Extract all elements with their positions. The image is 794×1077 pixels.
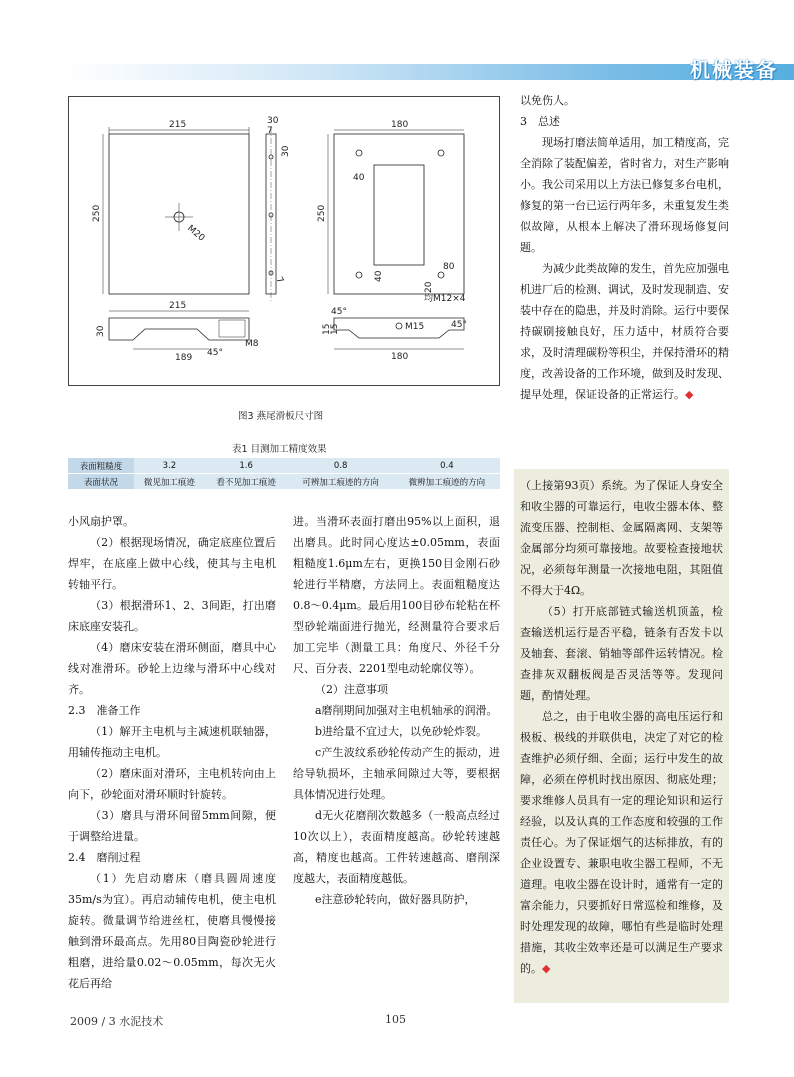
table-cell: 可辨加工痕迹的方向	[287, 474, 393, 490]
paragraph-text: 为减少此类故障的发生，首先应加强电机进厂后的检测、调试，及时发现制造、安装中存在的隐患，并及时消除。运行中要保持碳刷接触良好，压力适中，材质符合要求，及时清理碳粉等积尘，并保持滑环的精度，改善设备的工作环境，做到及时发现、提早处理，保证设备的正常运行。	[520, 262, 729, 401]
dim-30-top: 30	[267, 116, 279, 126]
label-m12: 均M12×4	[424, 294, 466, 304]
dim-215-top: 215	[169, 120, 187, 130]
paragraph: （2）磨床面对滑环，主电机转向由上向下，砂轮面对滑环顺时针旋转。	[68, 767, 276, 801]
section-heading: 3 总述	[520, 115, 560, 128]
angle-45-top: 45°	[331, 307, 347, 317]
left-section-profile	[109, 318, 249, 340]
paragraph: 小风扇护罩。	[68, 515, 134, 528]
dim-30-section: 30	[96, 325, 106, 337]
table-cell: 3.2	[134, 458, 205, 474]
dim-7: 7	[267, 126, 273, 136]
dim-250-right: 250	[317, 204, 327, 222]
table-cell: 0.4	[394, 458, 500, 474]
table-cell: 1.6	[205, 458, 288, 474]
table-cell: 微见加工痕迹	[134, 474, 205, 490]
right-plate-window	[374, 165, 424, 265]
dim-30-side: 30	[281, 145, 291, 157]
angle-45-left: 45°	[207, 348, 223, 358]
dim-7-side: 7	[273, 275, 285, 286]
paragraph: 以免伤人。	[520, 94, 575, 107]
paragraph: （4）磨床安装在滑环侧面，磨具中心线对准滑环。砂轮上边缘与滑环中心线对齐。	[68, 641, 276, 696]
table-cell: 微辨加工痕迹的方向	[394, 474, 500, 490]
dim-180-bottom: 180	[391, 352, 409, 362]
table-cell: 表面粗糙度	[68, 458, 134, 474]
end-mark-icon: ◆	[685, 388, 694, 401]
paragraph-text: 总之，由于电收尘器的高电压运行和极板、极线的并联供电，决定了对它的检查维护必须仔细、全面；运行中发生的故障，必须在停机时找出原因、彻底处理；要求维修人员具有一定的理论知识和运行经验，以及认真的工作态度和较强的工作责任心。为了保证烟气的达标排放，有的企业设置专、兼职电收尘器工程师，不无道理。电收尘器在设计时，通常有一定的富余能力，只要抓好日常巡检和维修，及时处理发现的故障，哪怕有些是临时处理措施，其收尘效率还是可以满足生产要求的。	[520, 710, 723, 975]
end-mark-icon: ◆	[542, 962, 551, 975]
paragraph: （2）注意事项	[315, 683, 388, 696]
figure-caption: 图3 燕尾滑板尺寸图	[238, 411, 324, 422]
dim-20: 20	[424, 281, 434, 293]
dim-40-a: 40	[353, 173, 365, 183]
paragraph: （1）先启动磨床（磨具圆周速度35m/s为宜）。再启动辅传电机，使主电机旋转。微量调节给进丝杠，使磨具慢慢接触到滑环最高点。先用80目陶瓷砂轮进行粗磨，进给量0.02～0.05mm，每次无火花后再给	[68, 872, 276, 990]
paragraph: 进。当滑环表面打磨出95%以上面积，退出磨具。此时同心度达±0.05mm，表面粗糙度1.6μm左右，更换150目金刚石砂轮进行半精磨，方法同上。表面粗糙度达0.8～0.4μm。最后用100目砂布轮粘在杯型砂轮端面进行抛光，经测量符合要求后加工完毕（测量工具：角度尺、外径千分尺、百分表、2201型电动轮廓仪等）。	[293, 515, 500, 675]
table-row	[68, 458, 500, 474]
paragraph: c产生波纹系砂轮传动产生的振动，进给导轨损坏，主轴承间隙过大等，要根据具体情况进行处理。	[293, 746, 500, 801]
table-row	[68, 474, 500, 490]
text-column-2	[293, 511, 500, 910]
dim-180-top: 180	[391, 120, 409, 130]
dim-215-bottom: 215	[169, 301, 187, 311]
dim-40-b: 40	[374, 270, 384, 282]
dim-15-b: 15	[330, 323, 340, 335]
header-band	[66, 64, 794, 80]
dim-15-a: 15	[322, 323, 332, 335]
label-m15: M15	[405, 322, 425, 332]
paragraph: 现场打磨法简单适用，加工精度高，完全消除了装配偏差，省时省力，对生产影响小。我公司采用以上方法已修复多台电机，修复的第一台已运行两年多，未重复发生类似故障，从根本上解决了滑环现场修复问题。	[520, 136, 729, 254]
dim-189: 189	[175, 353, 193, 363]
paragraph: a磨削期间加强对主电机轴承的润滑。	[315, 704, 498, 717]
right-section-profile	[334, 318, 464, 338]
paragraph: d无火花磨削次数越多（一般高点经过10次以上），表面精度越高。砂轮转速越高，精度也越高。工件转速越高、磨削深度越大，表面精度越低。	[293, 809, 500, 885]
paragraph: （3）磨具与滑环间留5mm间隙，便于调整给进量。	[68, 809, 276, 843]
paragraph: e注意砂轮转向，做好器具防护，	[315, 893, 476, 906]
text-column-1	[68, 511, 276, 994]
page-number: 105	[385, 1013, 406, 1026]
label-m20: M20	[185, 223, 207, 244]
paragraph: （5）打开底部链式输送机顶盖，检查输送机运行是否平稳，链条有否发卡以及轴套、套滚、销轴等部件运转情况。检查排灰双翻板阀是否灵活等等。发现问题，酌情处理。	[520, 605, 723, 702]
paragraph	[520, 706, 723, 979]
journal-section-title: 机械装备	[690, 58, 778, 82]
dim-250-left: 250	[92, 204, 102, 222]
angle-45-right: 45°	[451, 320, 467, 330]
continuation-box	[514, 469, 729, 1003]
table-cell: 0.8	[287, 458, 393, 474]
paragraph: （2）根据现场情况，确定底座位置后焊牢，在底座上做中心线，使其与主电机转轴平行。	[68, 536, 276, 591]
paragraph: （上接第93页）系统。为了保证人身安全和收尘器的可靠运行，电收尘器本体、整流变压器、控制柜、金属隔离网、支架等金属部分均须可靠接地。故要检查接地状况，必须每年测量一次接地电阻，其阻值不得大于4Ω。	[520, 479, 723, 597]
right-top-column	[520, 90, 729, 405]
dim-80: 80	[443, 262, 455, 272]
table-cell: 表面状况	[68, 474, 134, 490]
paragraph: （3）根据滑环1、2、3间距，打出磨床底座安装孔。	[68, 599, 276, 633]
section-heading: 2.4 磨削过程	[68, 851, 141, 864]
figure-drawing	[68, 96, 500, 386]
paragraph: （1）解开主电机与主减速机联轴器，用辅传拖动主电机。	[68, 725, 276, 759]
paragraph: b进给量不宜过大，以免砂轮炸裂。	[315, 725, 488, 738]
footer-journal: 2009 / 3 水泥技术	[70, 1015, 164, 1028]
paragraph	[520, 258, 729, 405]
accuracy-table	[68, 458, 500, 490]
table-cell: 看不见加工痕迹	[205, 474, 288, 490]
section-heading: 2.3 准备工作	[68, 704, 141, 717]
label-m8: M8	[245, 339, 259, 349]
table-caption: 表1 目测加工精度效果	[232, 444, 327, 455]
